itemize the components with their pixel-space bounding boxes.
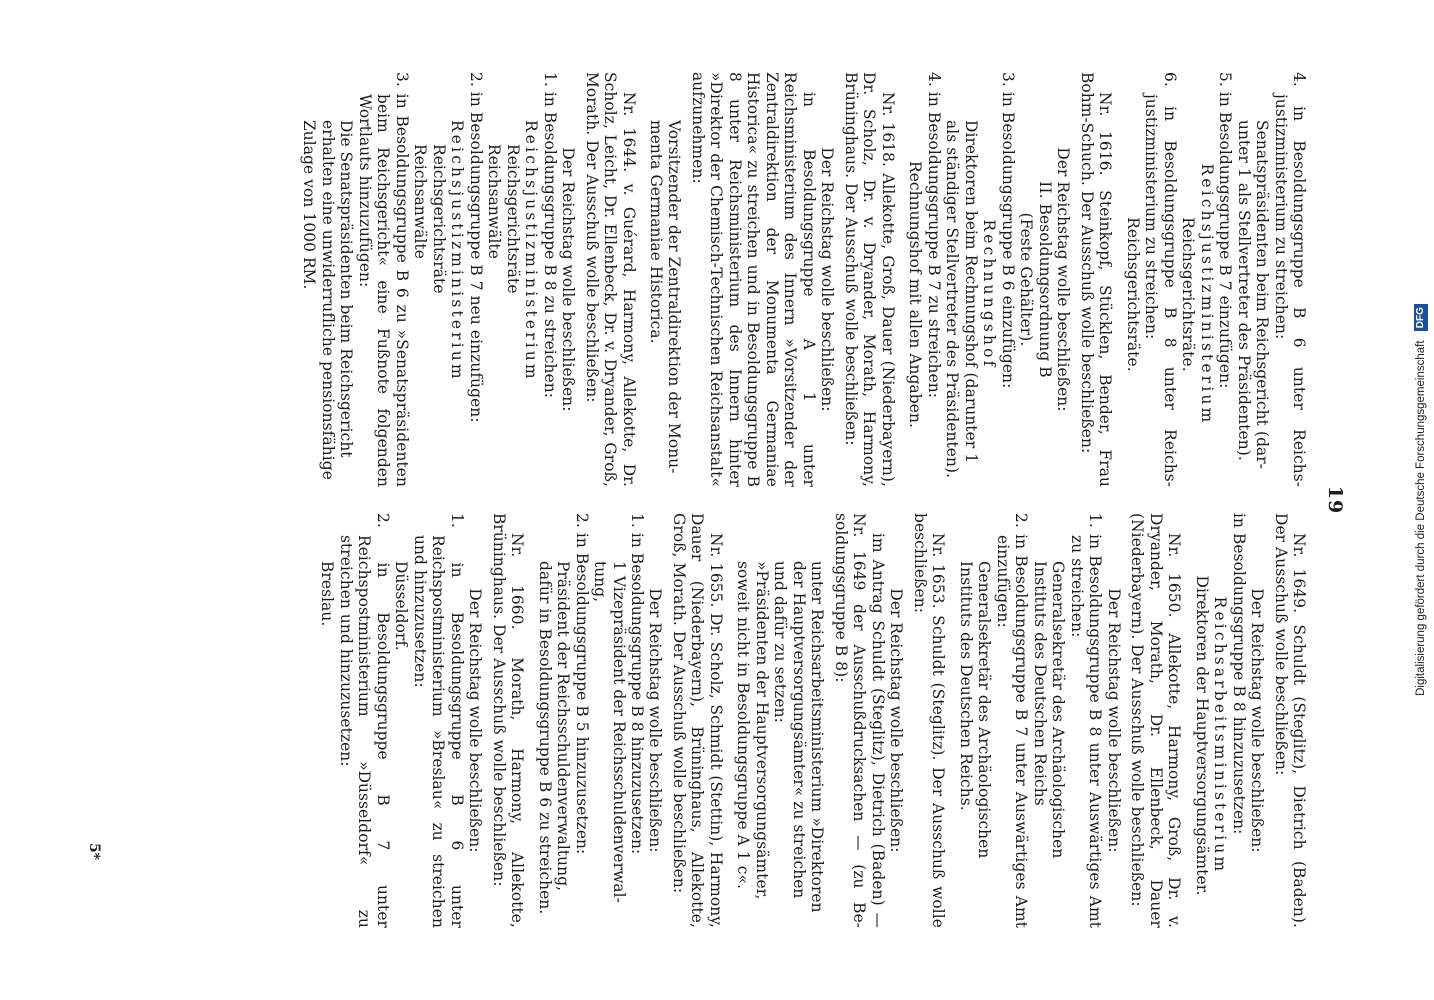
motion-1649: Nr. 1649. Schuldt (Steglitz), Dietrich (Baden). Der Ausschuß wolle beschließen: xyxy=(1271,513,1308,928)
resolution-line: Der Reichstag wolle beschließen: xyxy=(466,588,485,853)
dfg-logo: DFG xyxy=(1414,304,1428,331)
item-text: Rechnungshof mit allen Angaben. xyxy=(906,161,925,428)
item-text: Generalsekretär des Archäologischen Instituts des Deutschen Reichs xyxy=(1030,561,1068,859)
motion-1653: Nr. 1653. Schuldt (Steglitz). Der Ausschuß wolle beschließen: xyxy=(910,513,948,928)
section-heading: II. Besoldungsordnung B xyxy=(1035,181,1054,378)
resolution-line: Der Reichstag wolle beschließen: xyxy=(1054,147,1073,412)
item-1: 1. in Besoldungsgruppe B 8 unter Auswärtiges Amt zu streichen: xyxy=(1067,513,1105,928)
item-text: Generalsekretär des Archäologischen Instituts des Deutschen Reichs. xyxy=(956,561,994,859)
item-2: 2. in Besoldungsgruppe B 5 hinzuzusetzen: xyxy=(572,513,591,855)
motion-1618-text: in Besoldungsgruppe A 1 unter Reichsministerium des Innern »Vorsitzender der Zentraldirektion der Monumenta Germaniae Historica« zu streichen und in Besoldungsgruppe B 8 unter Reichsministerium des Innern hinter »Direktor der Chemisch-Technischen Reichsanstalt« aufzunehmen: xyxy=(688,72,818,487)
item-1: 1. in Besoldungsgruppe B 8 hinzuzusetzen: xyxy=(628,513,647,855)
resolution-line: Der Reichstag wolle beschließen: xyxy=(887,588,906,853)
item-1: 1. in Besoldungsgruppe B 6 unter Reichspostministerium »Breslau« zu streichen und hinzuzusetzen: xyxy=(410,513,466,928)
item-2: 2. in Besoldungsgruppe B 7 neu einzufügen: xyxy=(466,72,485,423)
item-4: 4. in Besoldungsgruppe B 6 unter Reichsjustizministerium zu streichen: xyxy=(1271,72,1308,487)
ministry-heading: Rechnungshof xyxy=(980,219,999,370)
right-column xyxy=(318,513,1308,928)
item-text: dafür in Besoldungsgruppe B 6 zu streichen. xyxy=(535,561,554,915)
digitization-note xyxy=(1410,10,1432,990)
ministry-heading: Reichsjustizministerium xyxy=(448,120,467,382)
ministry-heading: Reichsarbeitsministerium xyxy=(1211,596,1230,875)
item-text: Reichsanwälte xyxy=(485,144,504,260)
digitization-text: Digitalisierung gefördert durch die Deutsche Forschungsgemeinschaft xyxy=(1415,340,1427,696)
footnote-text: Die Senatspräsidenten beim Reichsgericht erhalten eine unwiderrufliche pensionsfähige Zulage von 1000 RM. xyxy=(300,120,356,480)
item-text: Breslau. xyxy=(318,561,337,627)
item-2: 2. in Besoldungsgruppe B 7 unter Reichspostministerium »Düsseldorf« zu streichen und hinzuzusetzen: xyxy=(336,513,392,928)
item-text: Senatspräsidenten beim Reichsgericht (darunter 1 als Stellvertreter des Präsidenten). xyxy=(1234,120,1272,469)
item-text: Reichsgerichtsräte xyxy=(503,144,522,294)
item-text: Reichsgerichtsräte xyxy=(429,144,448,294)
item-3b: 3. in Besoldungsgruppe B 6 zu »Senatspräsidenten beim Reichsgericht« eine Fußnote folgenden Wortlauts hinzuzufügen: xyxy=(355,72,411,487)
item-2: 2. in Besoldungsgruppe B 7 unter Auswärtiges Amt einzufügen: xyxy=(993,513,1031,928)
motion-1616: Nr. 1616. Steinkopf, Stücklen, Bender, Frau Bohm-Schuch. Der Ausschuß wolle beschließen: xyxy=(1077,72,1115,487)
resolution-line: Der Reichstag wolle beschließen: xyxy=(1104,588,1123,853)
item-text: Vorsitzender der Zentraldirektion der Monumenta Germaniae Historica. xyxy=(647,120,684,474)
resolution-line: Der Reichstag wolle beschließen: xyxy=(559,147,578,412)
motion-1660: Nr. 1660. Morath, Harmony, Allekotte, Brüninghaus. Der Ausschuß wolle beschließen: xyxy=(489,513,527,928)
item-text: »Präsidenten der Hauptversorgungsämter, soweit nicht in Besoldungsgruppe A 1 c«. xyxy=(734,561,771,900)
ministry-heading: Reichsjustizministerium xyxy=(1197,163,1216,426)
item-text: Reichsgerichtsräte. xyxy=(1179,217,1198,372)
item-1: 1. in Besoldungsgruppe B 8 zu streichen: xyxy=(540,72,559,399)
item-6: 6. in Besoldungsgruppe B 8 unter Reichsjustizministerium zu streichen: xyxy=(1142,72,1179,487)
motion-1650: Nr. 1650. Allekotte, Harmony, Groß, Dr. v. Dryander, Morath, Dr. Ellenbeck, Dauer (Niederbayern). Der Ausschuß wolle beschließen: xyxy=(1128,513,1184,928)
item-text: Reichsgerichtsräte. xyxy=(1123,217,1142,372)
motion-1653-text: im Antrag Schuldt (Steglitz), Dietrich (Baden) — Nr. 1649 der Ausschußdrucksachen — (zu Besoldungsgruppe B 8): xyxy=(831,513,887,928)
item-text: Düsseldorf. xyxy=(392,561,411,651)
item-4b: 4. in Besoldungsgruppe B 7 zu streichen: xyxy=(924,72,943,399)
item-text: Präsident der Reichsschuldenverwaltung, xyxy=(554,561,573,892)
resolution-line: Der Reichstag wolle beschließen: xyxy=(646,588,665,853)
item-3: 3. in Besoldungsgruppe B 6 einzufügen: xyxy=(998,72,1017,389)
item-text: in Besoldungsgruppe B 8 hinzuzusetzen: xyxy=(1229,513,1248,835)
item-5: 5. in Besoldungsgruppe B 7 einzufügen: xyxy=(1216,72,1235,389)
item-text: 1 Vizepräsident der Reichsschuldenverwaltung, xyxy=(591,561,628,903)
item-text: unter Reichsarbeitsministerium »Direktoren der Hauptversorgungsämter« zu streichen und dafür zu setzen: xyxy=(771,561,827,913)
document-page xyxy=(82,60,1352,940)
ministry-heading: Reichsjustizministerium xyxy=(522,120,541,382)
item-text: Direktoren der Hauptversorgungsämter. xyxy=(1192,575,1211,896)
signature-mark: 5* xyxy=(86,842,102,860)
motion-1618: Nr. 1618. Allekotte, Groß, Dauer (Niederbayern), Dr. Scholz, Dr. v. Dryander, Morath, Harmony, Brüninghaus. Der Ausschuß wolle beschließen: xyxy=(841,72,897,487)
motion-1655: Nr. 1655. Dr. Scholz, Schmidt (Stettin), Harmony, Dauer (Niederbayern), Brüninghaus, Allekotte, Groß, Morath. Der Ausschuß wolle beschließen: xyxy=(669,513,725,928)
page-number: 19 xyxy=(1324,485,1346,515)
resolution-line: Der Reichstag wolle beschließen: xyxy=(818,147,837,412)
item-text: Direktoren beim Rechnungshof (darunter 1 als ständiger Stellvertreter des Präsidenten). xyxy=(943,120,980,479)
resolution-line: Der Reichstag wolle beschließen: xyxy=(1248,588,1267,853)
left-column xyxy=(300,72,1308,487)
motion-1644: Nr. 1644. v. Guérard, Harmony, Allekotte, Dr. Scholz, Leicht, Dr. Ellenbeck, Dr. v. Dryander, Groß, Morath. Der Ausschuß wolle beschließen: xyxy=(582,72,638,487)
section-subheading: (Feste Gehälter). xyxy=(1017,212,1036,347)
item-text: Reichsanwälte xyxy=(411,144,430,260)
